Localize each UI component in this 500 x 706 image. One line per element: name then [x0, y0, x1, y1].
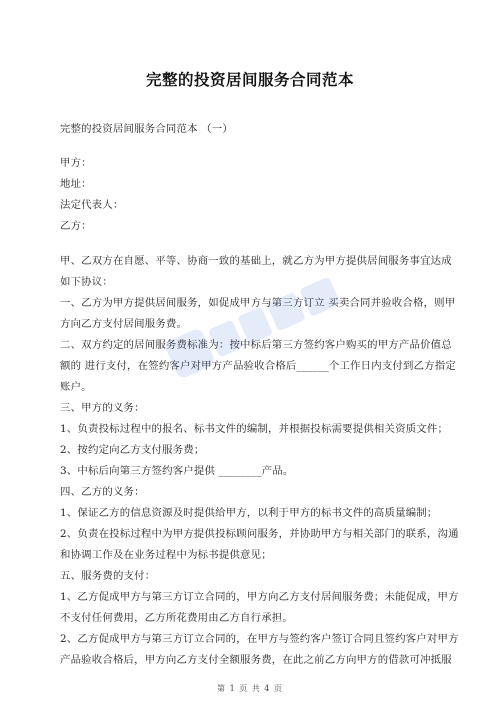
body-line: 和协调工作及在业务过程中为标书提供意见；: [60, 549, 272, 561]
body-line: 额的 进行支付，在签约客户对甲方产品验收合格后______个工作日内支付到乙方指定: [60, 360, 456, 372]
document-subtitle: 完整的投资居间服务合同范本 （一）: [60, 123, 233, 135]
body-line: 1、保证乙方的信息资源及时提供给甲方，以利于甲方的标书文件的高质量编制；: [60, 507, 438, 519]
body-line: 如下协议：: [60, 276, 113, 288]
body-line: 2、负责在投标过程中为甲方提供投标顾问服务，并协助甲方与相关部门的联系，沟通: [60, 528, 459, 540]
body-line: 产品验收合格后，甲方向乙方支付全额服务费，在此之前乙方向甲方的借款可冲抵服: [60, 654, 452, 666]
body-line: 一、乙方为甲方提供居间服务，如促成甲方与第三方订立 买卖合同并验收合格，则甲: [60, 297, 456, 309]
legal-representative-label: 法定代表人：: [60, 199, 124, 211]
body-line: 二、双方约定的居间服务费标准为：按中标后第三方签约客户购买的甲方产品价值总: [60, 339, 452, 351]
section-heading: 四、乙方的义务：: [60, 486, 145, 498]
body-line: 账户。: [60, 381, 92, 393]
body-line: 不支付任何费用，乙方所花费用由乙方自行承担。: [60, 612, 293, 624]
body-line: 2、按约定向乙方支付服务费；: [60, 444, 205, 456]
body-line: 1、负责投标过程中的报名、标书文件的编制，并根据投标需要提供相关资质文件；: [60, 423, 449, 435]
body-line: 3、中标后向第三方签约客户提供 ________产品。: [60, 465, 294, 477]
section-heading: 五、服务费的支付：: [60, 570, 156, 582]
party-b-label: 乙方：: [60, 220, 92, 232]
body-line: 甲、乙双方在自愿、平等、协商一致的基础上，就乙方为甲方提供居间服务事宜达成: [60, 255, 452, 267]
section-heading: 三、甲方的义务：: [60, 402, 145, 414]
party-a-label: 甲方：: [60, 157, 92, 169]
address-label: 地址：: [60, 178, 92, 190]
page-number: 第 1 页 共 4 页: [217, 684, 283, 693]
body-line: 方向乙方支付居间服务费。: [60, 318, 188, 330]
document-title: 完整的投资居间服务合同范本: [145, 70, 354, 89]
body-line: 2、乙方促成甲方与第三方订立合同的，在甲方与签约客户签订合同且签约客户对甲方: [60, 633, 459, 645]
body-line: 1、乙方促成甲方与第三方订立合同的，甲方向乙方支付居间服务费；未能促成，甲方: [60, 591, 459, 603]
